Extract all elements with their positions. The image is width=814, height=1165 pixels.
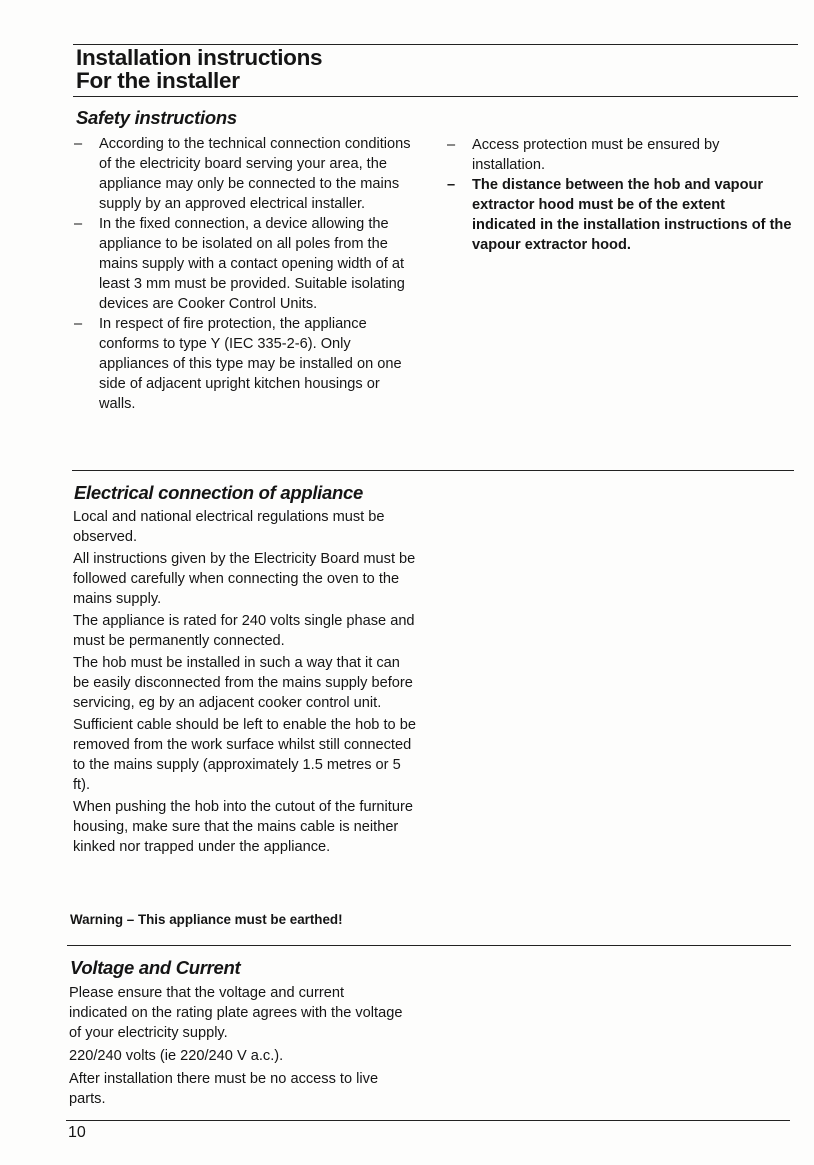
electrical-paragraph: Sufficient cable should be left to enable the hob to be removed from the work surface whilst still connected to the mains supply (approximately 1.5 metres or 5 ft).: [73, 717, 416, 793]
electrical-paragraph: The hob must be installed in such a way that it can be easily disconnected from the mains supply before servicing, eg by an adjacent cooker control unit.: [73, 655, 413, 711]
header-rule: [73, 96, 798, 97]
electrical-paragraph: When pushing the hob into the cutout of the furniture housing, make sure that the mains cable is neither kinked nor trapped under the appliance.: [73, 799, 413, 855]
section-rule: [72, 470, 794, 471]
voltage-body: [69, 983, 404, 1109]
earth-warning: Warning – This appliance must be earthed!: [70, 912, 343, 927]
safety-item: – In the fixed connection, a device allowing the appliance to be isolated on all poles from the mains supply with a contact opening width of at least 3 mm must be provided. Suitable isolating devices are Cooker Control Units.: [74, 214, 419, 314]
safety-item: – According to the technical connection conditions of the electricity board serving your area, the appliance may only be connected to the mains supply by an approved electrical installer.: [74, 134, 419, 214]
safety-item: – In respect of fire protection, the appliance conforms to type Y (IEC 335-2-6). Only appliances of this type may be installed on one side of adjacent upright kitchen housings or walls.: [74, 314, 419, 414]
voltage-paragraph: After installation there must be no access to live parts.: [69, 1071, 379, 1107]
voltage-paragraph: Please ensure that the voltage and current indicated on the rating plate agrees with the voltage of your electricity supply.: [69, 985, 403, 1041]
page-subtitle: For the installer: [76, 68, 240, 93]
electrical-body: [73, 507, 418, 857]
page-title: Installation instructions: [76, 45, 323, 70]
voltage-paragraph: 220/240 volts (ie 220/240 V a.c.).: [69, 1048, 284, 1064]
safety-item-bold: – The distance between the hob and vapour extractor hood must be of the extent indicated in the installation instructions of the vapour extractor hood.: [447, 175, 792, 255]
electrical-paragraph: Local and national electrical regulations must be observed.: [73, 509, 385, 545]
electrical-paragraph: The appliance is rated for 240 volts single phase and must be permanently connected.: [73, 613, 415, 649]
footer-rule: [66, 1120, 790, 1121]
safety-item: – Access protection must be ensured by installation.: [447, 135, 792, 175]
safety-list-right: [447, 135, 792, 255]
safety-list-left: [74, 134, 419, 414]
electrical-paragraph: All instructions given by the Electricity Board must be followed carefully when connecting the oven to the mains supply.: [73, 551, 416, 607]
voltage-heading: Voltage and Current: [70, 957, 241, 978]
safety-heading: Safety instructions: [76, 107, 237, 128]
page-number: 10: [68, 1124, 86, 1141]
section-rule: [67, 945, 791, 946]
electrical-heading: Electrical connection of appliance: [74, 482, 363, 503]
